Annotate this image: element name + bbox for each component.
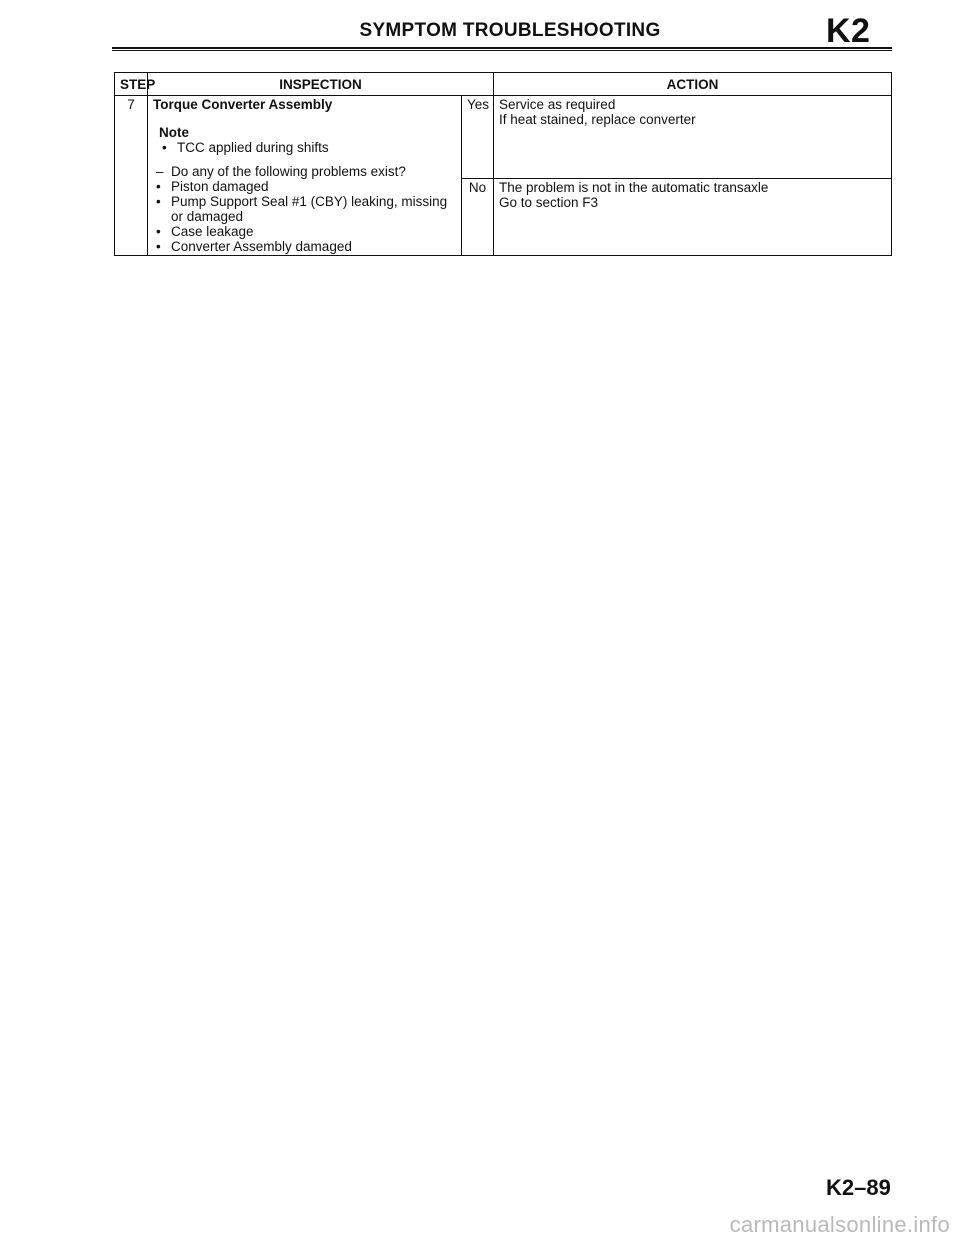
problem-item: • Pump Support Seal #1 (CBY) leaking, missing or damaged — [153, 194, 456, 224]
page-title: SYMPTOM TROUBLESHOOTING — [359, 20, 661, 41]
step-number: 7 — [115, 96, 148, 256]
watermark: carmanualsonline.info — [729, 1212, 950, 1237]
header-action: ACTION — [494, 73, 892, 96]
no-action-cell — [494, 179, 892, 256]
no-action: The problem is not in the automatic transaxle — [499, 180, 769, 195]
header-rule — [112, 47, 892, 51]
yes-action: If heat stained, replace converter — [499, 112, 696, 127]
no-label: No — [462, 179, 494, 256]
header-inspection: INSPECTION — [148, 73, 494, 96]
inspection-cell — [148, 96, 462, 256]
problem-item: • Converter Assembly damaged — [153, 239, 456, 254]
page-number: K2–89 — [826, 1175, 891, 1200]
inspection-question: – Do any of the following problems exist? — [153, 164, 456, 179]
note-block — [153, 125, 456, 155]
yes-action-cell — [494, 96, 892, 179]
spacer — [153, 112, 456, 125]
troubleshooting-table — [114, 72, 892, 256]
yes-label: Yes — [462, 96, 494, 179]
no-action: Go to section F3 — [499, 195, 599, 210]
problem-item: • Case leakage — [153, 224, 456, 239]
table-header-row — [115, 73, 892, 96]
section-code: K2 — [826, 12, 871, 50]
note-item: • TCC applied during shifts — [159, 140, 456, 155]
spacer — [153, 155, 456, 164]
header-step: STEP — [115, 73, 148, 96]
inspection-title: Torque Converter Assembly — [153, 97, 333, 112]
note-label: Note — [159, 125, 189, 140]
table-row — [115, 96, 892, 179]
problem-item: • Piston damaged — [153, 179, 456, 194]
yes-action: Service as required — [499, 97, 616, 112]
